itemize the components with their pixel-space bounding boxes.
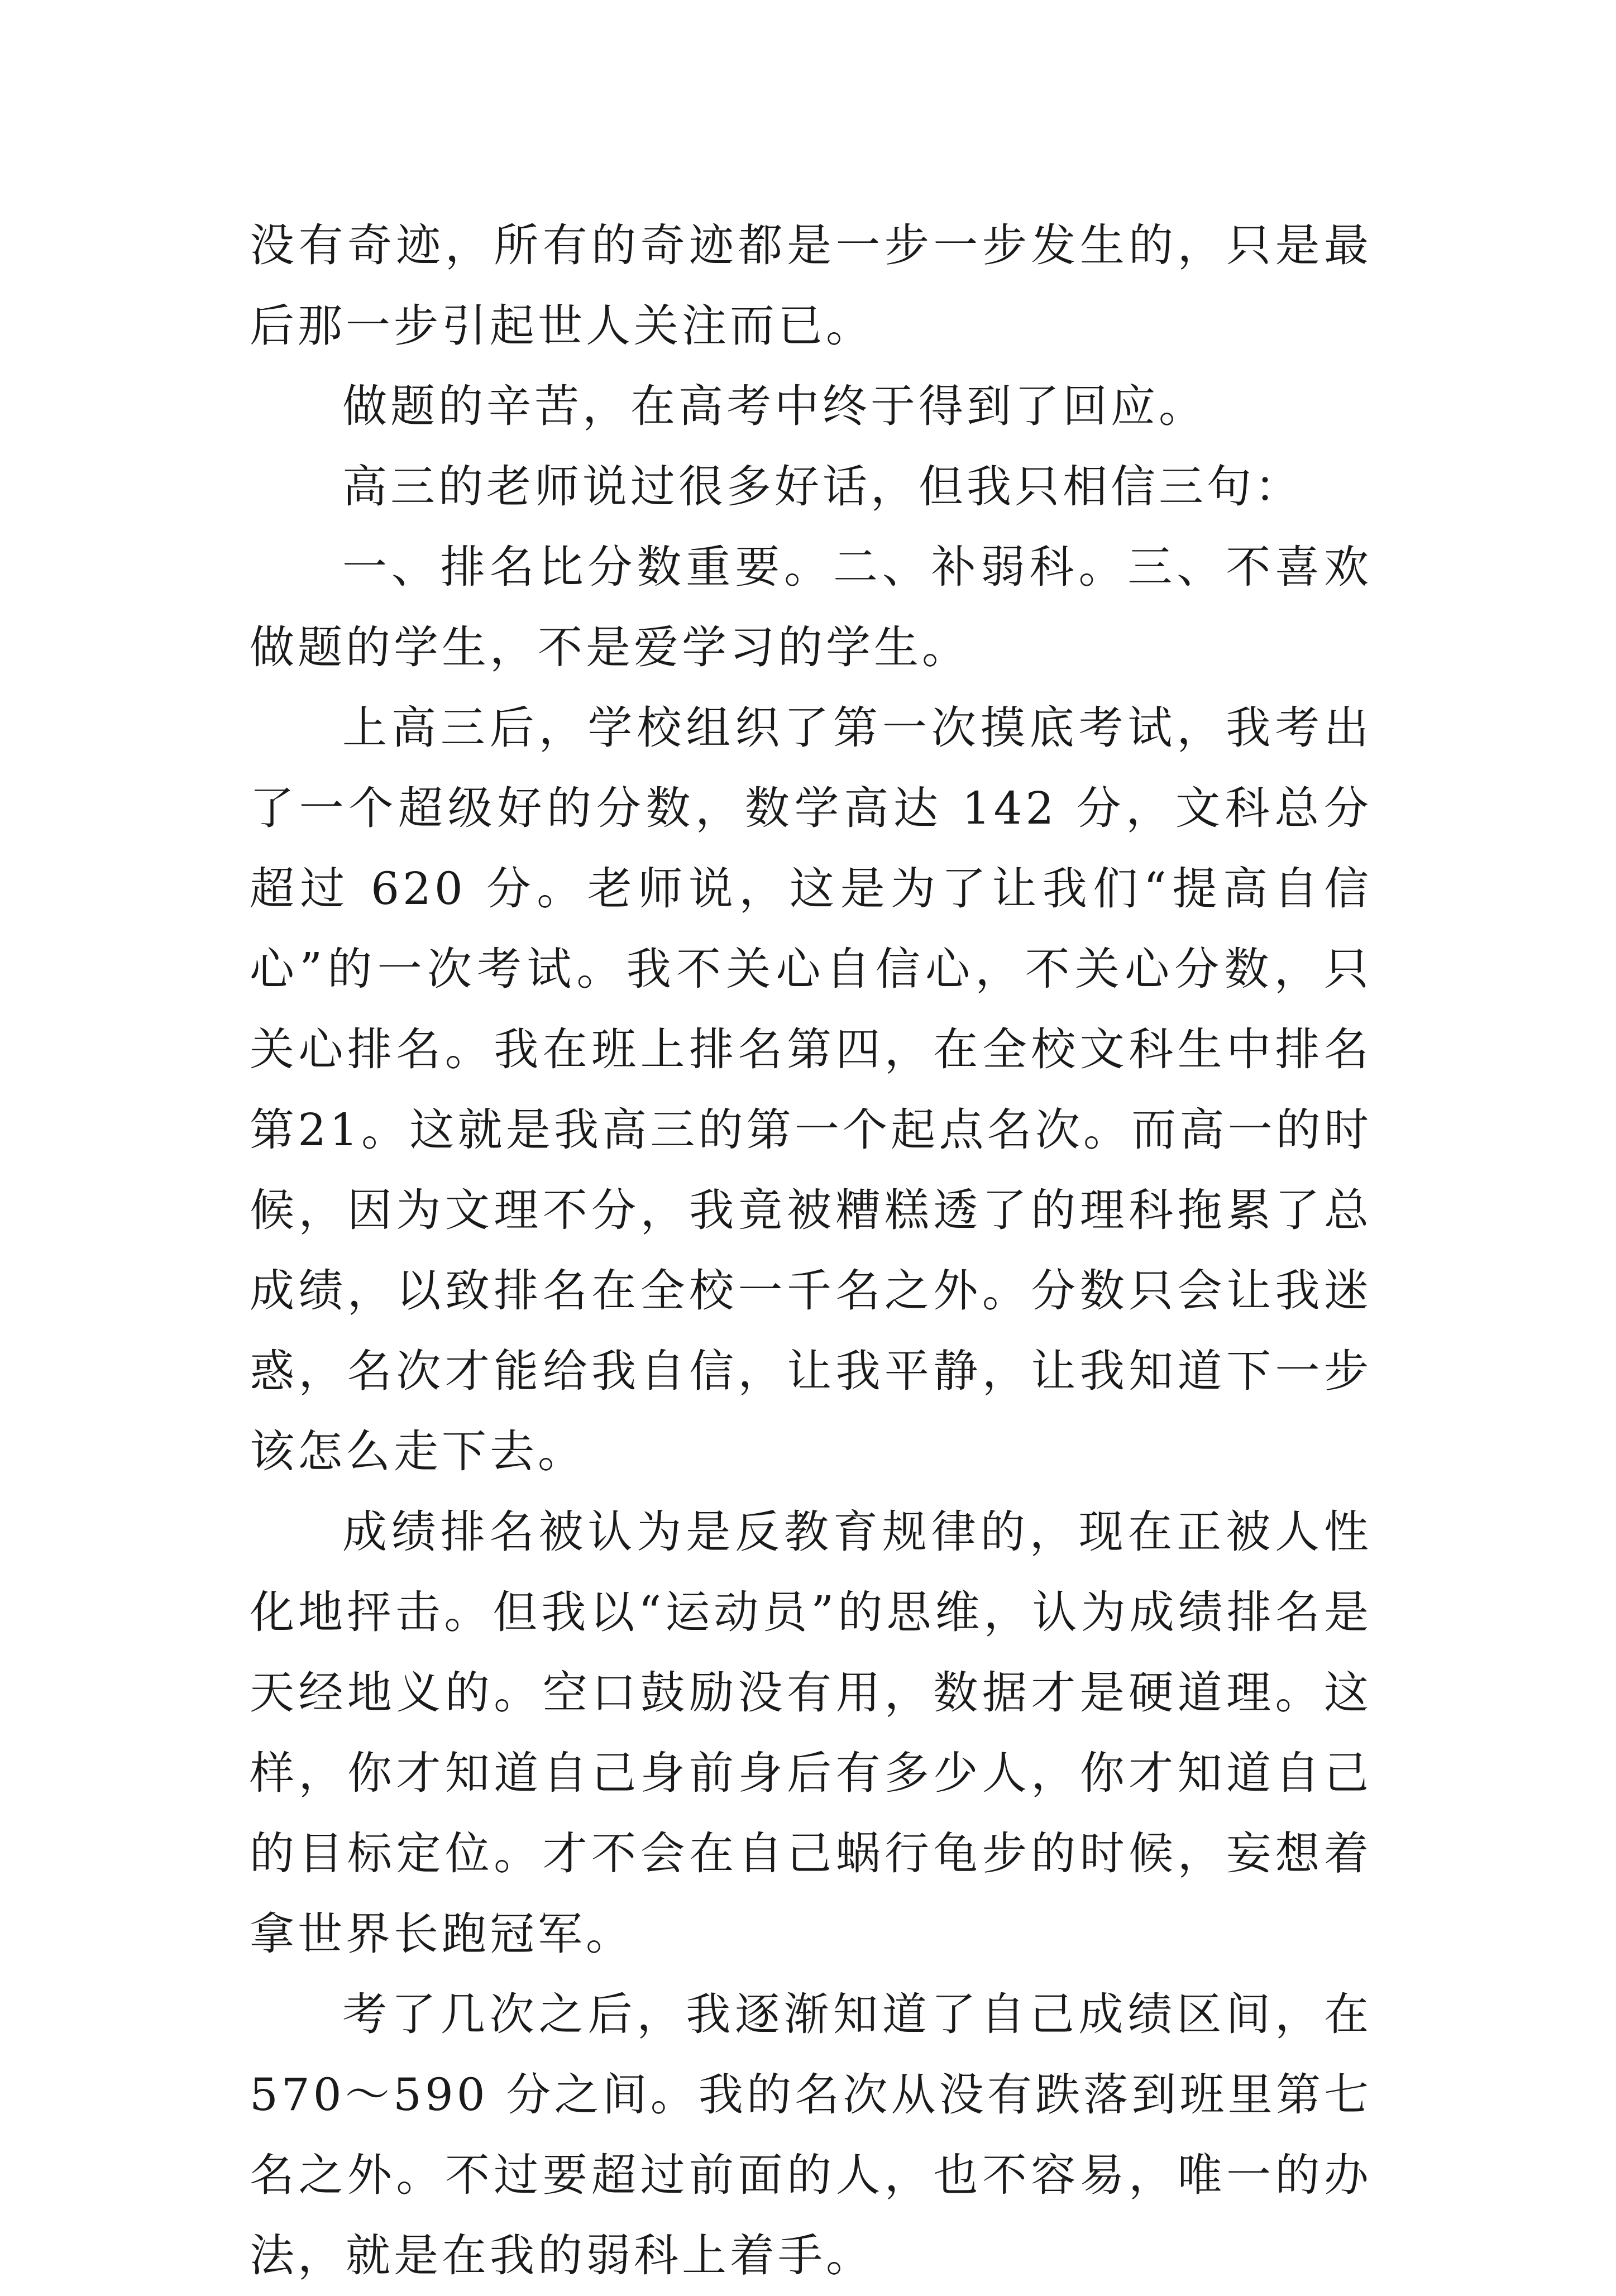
paragraph-5: 上高三后，学校组织了第一次摸底考试，我考出了一个超级好的分数，数学高达 142 分，文科总分超过 620 分。老师说，这是为了让我们“提高自信心”的一次考试。我不关心自信心，不关心分数，只关心排名。我在班上排名第四，在全校文科生中排名第21。这就是我高三的第一个起点名次。而高一的时候，因为文理不分，我竟被糟糕透了的理科拖累了总成绩，以致排名在全校一千名之外。分数只会让我迷惑，名次才能给我自信，让我平静，让我知道下一步该怎么走下去。 [250, 702, 1372, 1477]
paragraph-1: 没有奇迹，所有的奇迹都是一步一步发生的，只是最后那一步引起世人关注而已。 [250, 219, 1372, 352]
paragraph-4: 一、排名比分数重要。二、补弱科。三、不喜欢做题的学生，不是爱学习的学生。 [250, 541, 1372, 673]
paragraph-2: 做题的辛苦，在高考中终于得到了回应。 [342, 380, 1207, 432]
paragraph-3: 高三的老师说过很多好话，但我只相信三句： [342, 461, 1303, 513]
paragraph-6: 成绩排名被认为是反教育规律的，现在正被人性化地抨击。但我以“运动员”的思维，认为成绩排名是天经地义的。空口鼓励没有用，数据才是硬道理。这样，你才知道自己身前身后有多少人，你才知道自己的目标定位。才不会在自己蜗行龟步的时候，妄想着拿世界长跑冠军。 [250, 1506, 1372, 1960]
document-body [250, 205, 1372, 2296]
paragraph-7: 考了几次之后，我逐渐知道了自己成绩区间，在 570～590 分之间。我的名次从没有跌落到班里第七名之外。不过要超过前面的人，也不容易，唯一的办法，就是在我的弱科上着手。 [250, 1988, 1372, 2281]
